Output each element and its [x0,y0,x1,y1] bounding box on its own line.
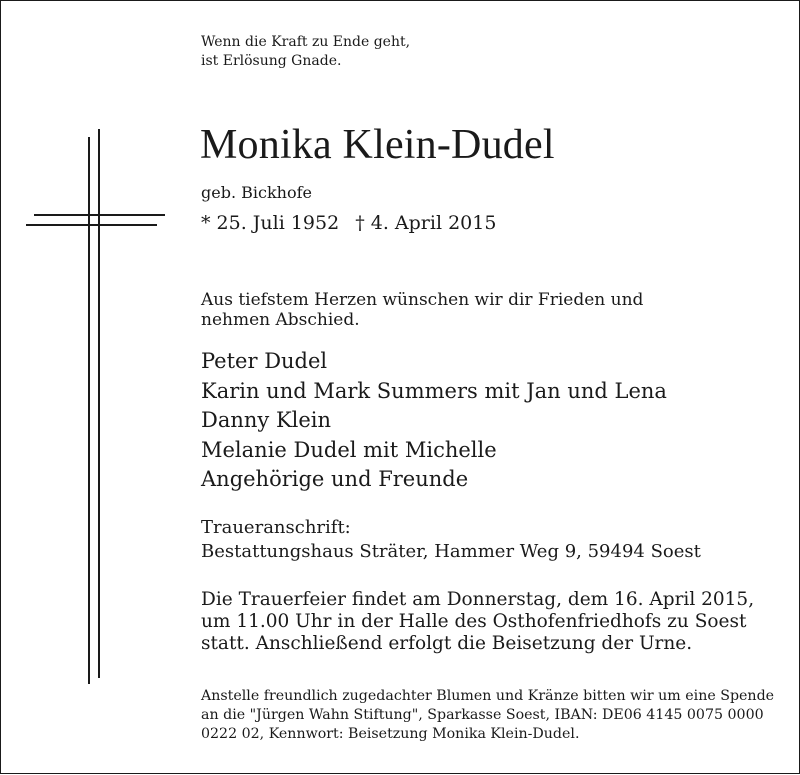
service-line: statt. Anschließend erfolgt die Beisetzung der Urne. [201,633,693,654]
donation-line: 0222 02, Kennwort: Beisetzung Monika Klein-Dudel. [201,726,580,742]
donation-request [201,687,774,744]
farewell-line: Aus tiefstem Herzen wünschen wir dir Frieden und [201,290,644,310]
farewell-line: nehmen Abschied. [201,310,360,330]
service-line: um 11.00 Uhr in der Halle des Osthofenfriedhofs zu Soest [201,611,747,632]
birth-name: geb. Bickhofe [201,183,312,202]
death-date: † 4. April 2015 [355,212,497,234]
mourner-entry: Melanie Dudel mit Michelle [201,437,497,462]
mourners-list [201,347,667,495]
funeral-service-info [201,589,754,655]
life-dates [201,210,496,236]
mourner-entry: Danny Klein [201,408,332,432]
address-value: Bestattungshaus Sträter, Hammer Weg 9, 59494 Soest [201,541,701,562]
donation-line: an die "Jürgen Wahn Stiftung", Sparkasse Soest, IBAN: DE06 4145 0075 0000 [201,707,764,723]
mourner-entry: Angehörige und Freunde [201,467,469,491]
motto [201,33,410,71]
motto-line: ist Erlösung Gnade. [201,53,342,69]
mourning-address [201,516,701,564]
address-label: Traueranschrift: [201,517,351,538]
mourner-entry: Peter Dudel [201,349,328,373]
birth-date: * 25. Juli 1952 [201,212,340,234]
motto-line: Wenn die Kraft zu Ende geht, [201,34,411,50]
cross-icon [1,1,181,775]
service-line: Die Trauerfeier findet am Donnerstag, dem 16. April 2015, [201,589,755,610]
mourner-entry: Karin und Mark Summers mit Jan und Lena [201,378,667,403]
donation-line: Anstelle freundlich zugedachter Blumen und Kränze bitten wir um eine Spende [201,688,775,704]
farewell-text [201,290,643,330]
deceased-name: Monika Klein-Dudel [200,122,555,168]
